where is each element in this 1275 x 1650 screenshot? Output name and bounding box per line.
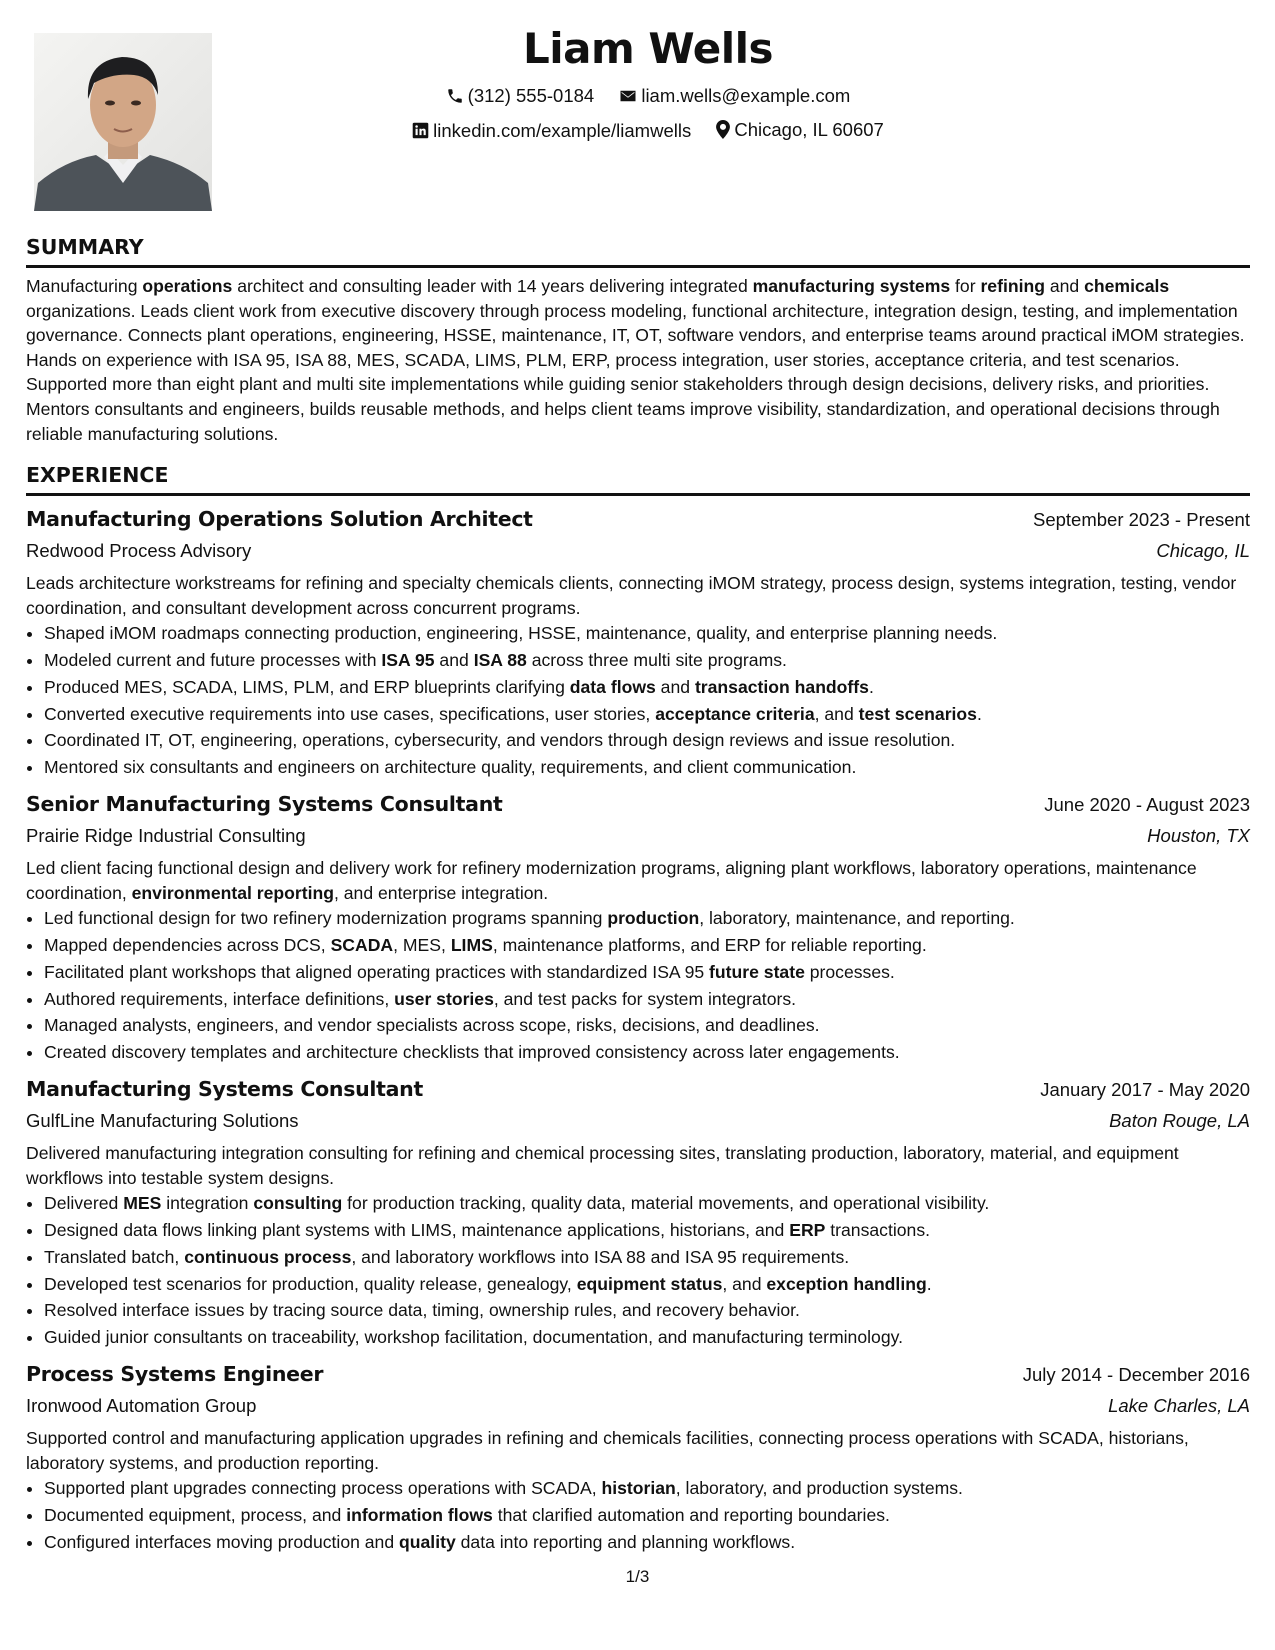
job-location: Houston, TX <box>1147 824 1250 846</box>
job-bullets <box>26 905 1250 1066</box>
company-name: GulfLine Manufacturing Solutions <box>26 1109 299 1131</box>
bullet-item: • Delivered MES integration consulting for production tracking, quality data, material movements, and operational visibility. <box>44 1190 1250 1217</box>
email-contact[interactable] <box>619 80 850 111</box>
linkedin-url[interactable]: linkedin.com/example/liamwells <box>433 119 692 141</box>
bullet-item: • Coordinated IT, OT, engineering, operations, cybersecurity, and vendors through design reviews and issue resolution. <box>44 727 1250 754</box>
job-bullets <box>26 1475 1250 1555</box>
company-name: Prairie Ridge Industrial Consulting <box>26 824 306 846</box>
job-description: Delivered manufacturing integration consulting for refining and chemical processing sites, translating production, laboratory, material, and equipment workflows into testable system designs. <box>26 1142 1179 1188</box>
job-dates: June 2020 - August 2023 <box>1044 793 1250 815</box>
email-address[interactable]: liam.wells@example.com <box>641 85 851 106</box>
bullet-item: • Mapped dependencies across DCS, SCADA, MES, LIMS, maintenance platforms, and ERP for reliable reporting. <box>44 932 1250 959</box>
bullet-item: • Developed test scenarios for production, quality release, genealogy, equipment status, and exception handling. <box>44 1271 1250 1298</box>
job-description: Led client facing functional design and delivery work for refinery modernization programs, aligning plant workflows, laboratory operations, maintenance coordination, environmental reporting, and enterprise integration. <box>26 857 1197 903</box>
bullet-item: • Created discovery templates and architecture checklists that improved consistency across later engagements. <box>44 1039 1250 1066</box>
bullet-item: • Guided junior consultants on traceability, workshop facilitation, documentation, and manufacturing terminology. <box>44 1324 1250 1351</box>
job-dates: September 2023 - Present <box>1033 509 1250 530</box>
summary-section <box>26 233 1250 446</box>
envelope-icon <box>619 87 637 105</box>
job-bullets <box>26 620 1250 781</box>
experience-heading: EXPERIENCE <box>26 461 1250 496</box>
page-number: 1/3 <box>625 1567 650 1586</box>
company-name: Redwood Process Advisory <box>26 540 252 561</box>
bullet-item: • Designed data flows linking plant systems with LIMS, maintenance applications, historians, and ERP transactions. <box>44 1217 1250 1244</box>
summary-text: Manufacturing operations architect and consulting leader with 14 years delivering integrated manufacturing systems for refining and chemicals organizations. Leads client work from executive discovery through process modeling, functional architecture, integration design, testing, and implementation governance. Connects plant operations, engineering, HSSE, maintenance, IT, OT, software vendors, and enterprise teams around practical iMOM strategies. Hands on experience with ISA 95, ISA 88, MES, SCADA, LIMS, PLM, ERP, process integration, user stories, acceptance criteria, and test scenarios. Supported more than eight plant and multi site implementations while guiding senior stakeholders through design decisions, delivery risks, and priorities. Mentors consultants and engineers, builds reusable methods, and helps client teams improve visibility, standardization, and operational decisions through reliable manufacturing solutions. <box>26 276 1245 444</box>
bullet-item: • Modeled current and future processes with ISA 95 and ISA 88 across three multi site programs. <box>44 647 1250 674</box>
bullet-item: • Translated batch, continuous process, and laboratory workflows into ISA 88 and ISA 95 requirements. <box>44 1244 1250 1271</box>
resume-header <box>26 18 1250 148</box>
job-dates: January 2017 - May 2020 <box>1040 1078 1250 1100</box>
contact-row-1 <box>46 80 1250 114</box>
contact-row-2 <box>46 114 1250 148</box>
job-bullets <box>26 1190 1250 1351</box>
experience-section <box>26 461 1250 1555</box>
bullet-item: • Converted executive requirements into use cases, specifications, user stories, acceptance criteria, and test scenarios. <box>44 701 1250 728</box>
bullet-item: • Facilitated plant workshops that aligned operating practices with standardized ISA 95 future state processes. <box>44 959 1250 986</box>
bullet-item: • Resolved interface issues by tracing source data, timing, ownership rules, and recovery behavior. <box>44 1297 1250 1324</box>
job-description: Leads architecture workstreams for refining and specialty chemicals clients, connecting iMOM strategy, process design, systems integration, testing, vendor coordination, and consultant development across concurrent programs. <box>26 573 1237 618</box>
phone-contact <box>446 80 595 111</box>
job-title: Manufacturing Operations Solution Architect <box>26 507 533 531</box>
company-name: Ironwood Automation Group <box>26 1394 257 1416</box>
bullet-item: • Led functional design for two refinery modernization programs spanning production, laboratory, maintenance, and reporting. <box>44 905 1250 932</box>
job-location: Chicago, IL <box>1156 540 1250 561</box>
bullet-item: • Mentored six consultants and engineers on architecture quality, requirements, and client communication. <box>44 754 1250 781</box>
job-entry <box>26 1074 1250 1351</box>
job-location: Baton Rouge, LA <box>1109 1109 1250 1131</box>
location-contact <box>716 114 883 145</box>
location-text: Chicago, IL 60607 <box>734 118 884 140</box>
phone-number: (312) 555-0184 <box>467 85 595 106</box>
job-entry <box>26 789 1250 1066</box>
phone-icon <box>446 87 464 105</box>
job-dates: July 2014 - December 2016 <box>1022 1363 1250 1385</box>
bullet-item: • Supported plant upgrades connecting process operations with SCADA, historian, laboratory, and production systems. <box>44 1475 1250 1502</box>
summary-heading: SUMMARY <box>26 233 1250 268</box>
bullet-item: • Authored requirements, interface definitions, user stories, and test packs for system integrators. <box>44 986 1250 1013</box>
bullet-item: • Documented equipment, process, and information flows that clarified automation and reporting boundaries. <box>44 1502 1250 1529</box>
bullet-item: • Configured interfaces moving production and quality data into reporting and planning workflows. <box>44 1529 1250 1556</box>
candidate-name: Liam Wells <box>523 24 773 73</box>
job-location: Lake Charles, LA <box>1108 1394 1250 1416</box>
map-pin-icon <box>716 120 730 139</box>
job-entry <box>26 1359 1250 1556</box>
job-title: Manufacturing Systems Consultant <box>26 1076 423 1101</box>
bullet-item: • Shaped iMOM roadmaps connecting production, engineering, HSSE, maintenance, quality, and enterprise planning needs. <box>44 620 1250 647</box>
job-description: Supported control and manufacturing application upgrades in refining and chemicals facilities, connecting process operations with SCADA, historians, laboratory systems, and production reporting. <box>26 1427 1189 1473</box>
linkedin-contact[interactable] <box>412 115 691 146</box>
job-title: Senior Manufacturing Systems Consultant <box>26 791 503 816</box>
linkedin-icon <box>412 122 429 139</box>
job-entry <box>26 504 1250 781</box>
job-title: Process Systems Engineer <box>26 1361 324 1386</box>
bullet-item: • Produced MES, SCADA, LIMS, PLM, and ERP blueprints clarifying data flows and transaction handoffs. <box>44 674 1250 701</box>
bullet-item: • Managed analysts, engineers, and vendor specialists across scope, risks, decisions, and deadlines. <box>44 1012 1250 1039</box>
